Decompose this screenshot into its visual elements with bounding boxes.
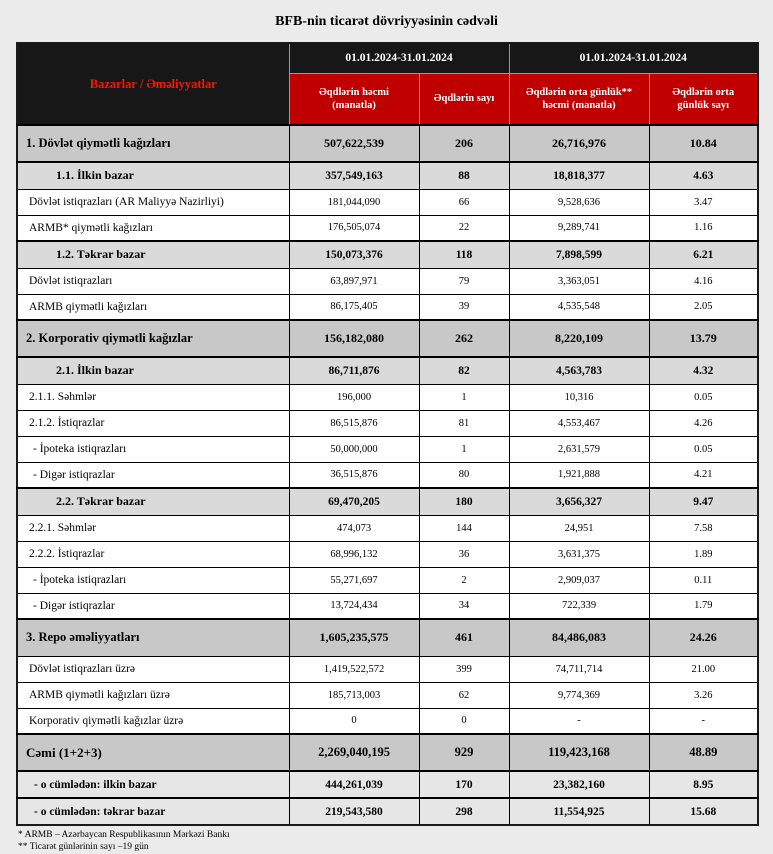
table-row xyxy=(17,515,758,541)
cell-avg-volume: 7,898,599 xyxy=(509,241,649,268)
row-label: 2.1.2. İstiqrazlar xyxy=(17,410,289,436)
period-header-2: 01.01.2024-31.01.2024 xyxy=(509,43,758,73)
cell-volume: 156,182,080 xyxy=(289,320,419,357)
page-title: BFB-nin ticarət dövriyyəsinin cədvəli xyxy=(275,14,498,29)
cell-avg-volume: 3,631,375 xyxy=(509,541,649,567)
row-label: ARMB* qiymətli kağızları xyxy=(17,215,289,241)
table-row-subtotal xyxy=(17,771,758,798)
cell-avg-count: 1.16 xyxy=(649,215,758,241)
row-label: 3. Repo əməliyyatları xyxy=(17,619,289,656)
cell-avg-count: 1.79 xyxy=(649,593,758,619)
column-header-avg-count: Əqdlərin orta günlük sayı xyxy=(649,73,758,125)
table-row xyxy=(17,593,758,619)
table-row-subsection xyxy=(17,357,758,384)
table-row xyxy=(17,436,758,462)
cell-avg-count: 3.47 xyxy=(649,189,758,215)
table-row xyxy=(17,294,758,320)
cell-avg-volume: 10,316 xyxy=(509,384,649,410)
table-row xyxy=(17,462,758,488)
cell-count: 82 xyxy=(419,357,509,384)
table-row xyxy=(17,682,758,708)
corner-header: Bazarlar / Əməliyyatlar xyxy=(17,43,289,125)
cell-avg-volume: 9,774,369 xyxy=(509,682,649,708)
cell-avg-count: 6.21 xyxy=(649,241,758,268)
cell-avg-volume: 74,711,714 xyxy=(509,656,649,682)
row-label: - o cümlədən: təkrar bazar xyxy=(17,798,289,825)
cell-volume: 181,044,090 xyxy=(289,189,419,215)
cell-avg-volume: 1,921,888 xyxy=(509,462,649,488)
cell-avg-volume: 84,486,083 xyxy=(509,619,649,656)
row-label: 2.1. İlkin bazar xyxy=(17,357,289,384)
cell-avg-volume: 3,656,327 xyxy=(509,488,649,515)
cell-avg-volume: 2,631,579 xyxy=(509,436,649,462)
cell-avg-count: 48.89 xyxy=(649,734,758,771)
cell-avg-volume: - xyxy=(509,708,649,734)
cell-avg-count: 0.05 xyxy=(649,436,758,462)
table-row xyxy=(17,268,758,294)
table-row-subsection xyxy=(17,162,758,189)
row-label: Korporativ qiymətli kağızlar üzrə xyxy=(17,708,289,734)
cell-count: 1 xyxy=(419,436,509,462)
row-label: 1.1. İlkin bazar xyxy=(17,162,289,189)
cell-count: 399 xyxy=(419,656,509,682)
table-row xyxy=(17,708,758,734)
cell-volume: 50,000,000 xyxy=(289,436,419,462)
cell-count: 0 xyxy=(419,708,509,734)
cell-volume: 0 xyxy=(289,708,419,734)
table-row xyxy=(17,215,758,241)
cell-avg-volume: 4,563,783 xyxy=(509,357,649,384)
cell-avg-count: 21.00 xyxy=(649,656,758,682)
row-label: - Digər istiqrazlar xyxy=(17,462,289,488)
cell-volume: 69,470,205 xyxy=(289,488,419,515)
cell-volume: 357,549,163 xyxy=(289,162,419,189)
cell-avg-volume: 9,528,636 xyxy=(509,189,649,215)
row-label: ARMB qiymətli kağızları üzrə xyxy=(17,682,289,708)
cell-avg-count: 0.05 xyxy=(649,384,758,410)
cell-volume: 13,724,434 xyxy=(289,593,419,619)
cell-avg-volume: 8,220,109 xyxy=(509,320,649,357)
cell-count: 34 xyxy=(419,593,509,619)
row-label: ARMB qiymətli kağızları xyxy=(17,294,289,320)
cell-avg-volume: 18,818,377 xyxy=(509,162,649,189)
table-row xyxy=(17,189,758,215)
cell-count: 461 xyxy=(419,619,509,656)
cell-avg-volume: 3,363,051 xyxy=(509,268,649,294)
cell-volume: 36,515,876 xyxy=(289,462,419,488)
row-label: 2.2. Təkrar bazar xyxy=(17,488,289,515)
cell-avg-count: 4.16 xyxy=(649,268,758,294)
column-header-avg-volume: Əqdlərin orta günlük** həcmi (manatla) xyxy=(509,73,649,125)
column-header-count: Əqdlərin sayı xyxy=(419,73,509,125)
cell-count: 22 xyxy=(419,215,509,241)
cell-avg-count: 1.89 xyxy=(649,541,758,567)
row-label: 2.1.1. Səhmlər xyxy=(17,384,289,410)
row-label: Dövlət istiqrazları üzrə xyxy=(17,656,289,682)
cell-volume: 86,711,876 xyxy=(289,357,419,384)
table-row xyxy=(17,410,758,436)
cell-avg-count: 4.63 xyxy=(649,162,758,189)
table-row-section xyxy=(17,125,758,162)
table-row xyxy=(17,656,758,682)
cell-volume: 1,419,522,572 xyxy=(289,656,419,682)
cell-count: 39 xyxy=(419,294,509,320)
cell-volume: 219,543,580 xyxy=(289,798,419,825)
cell-avg-volume: 722,339 xyxy=(509,593,649,619)
cell-avg-count: 4.21 xyxy=(649,462,758,488)
cell-count: 80 xyxy=(419,462,509,488)
cell-avg-volume: 11,554,925 xyxy=(509,798,649,825)
cell-avg-count: 7.58 xyxy=(649,515,758,541)
row-label: 1.2. Təkrar bazar xyxy=(17,241,289,268)
cell-avg-count: 2.05 xyxy=(649,294,758,320)
cell-count: 1 xyxy=(419,384,509,410)
cell-count: 929 xyxy=(419,734,509,771)
cell-volume: 2,269,040,195 xyxy=(289,734,419,771)
cell-avg-count: 4.26 xyxy=(649,410,758,436)
cell-count: 79 xyxy=(419,268,509,294)
table-row xyxy=(17,384,758,410)
cell-volume: 1,605,235,575 xyxy=(289,619,419,656)
row-label: - Digər istiqrazlar xyxy=(17,593,289,619)
cell-count: 144 xyxy=(419,515,509,541)
cell-avg-count: 0.11 xyxy=(649,567,758,593)
table-row-section xyxy=(17,320,758,357)
cell-count: 262 xyxy=(419,320,509,357)
cell-avg-volume: 119,423,168 xyxy=(509,734,649,771)
footnotes xyxy=(16,826,757,854)
cell-count: 118 xyxy=(419,241,509,268)
table-row xyxy=(17,567,758,593)
row-label: - o cümlədən: ilkin bazar xyxy=(17,771,289,798)
row-label: Dövlət istiqrazları (AR Maliyyə Nazirliyi) xyxy=(17,189,289,215)
row-label: 2.2.2. İstiqrazlar xyxy=(17,541,289,567)
cell-count: 88 xyxy=(419,162,509,189)
turnover-table xyxy=(16,42,759,826)
cell-avg-count: 13.79 xyxy=(649,320,758,357)
cell-count: 180 xyxy=(419,488,509,515)
cell-volume: 86,515,876 xyxy=(289,410,419,436)
cell-count: 298 xyxy=(419,798,509,825)
cell-volume: 185,713,003 xyxy=(289,682,419,708)
cell-count: 81 xyxy=(419,410,509,436)
cell-avg-count: 15.68 xyxy=(649,798,758,825)
cell-avg-volume: 9,289,741 xyxy=(509,215,649,241)
cell-avg-volume: 24,951 xyxy=(509,515,649,541)
cell-volume: 474,073 xyxy=(289,515,419,541)
table-row-subtotal xyxy=(17,798,758,825)
cell-avg-count: 24.26 xyxy=(649,619,758,656)
cell-volume: 150,073,376 xyxy=(289,241,419,268)
cell-count: 170 xyxy=(419,771,509,798)
cell-volume: 444,261,039 xyxy=(289,771,419,798)
row-label: 2.2.1. Səhmlər xyxy=(17,515,289,541)
cell-avg-count: 4.32 xyxy=(649,357,758,384)
cell-avg-count: - xyxy=(649,708,758,734)
row-label: Cəmi (1+2+3) xyxy=(17,734,289,771)
cell-avg-volume: 4,535,548 xyxy=(509,294,649,320)
table-row-subsection xyxy=(17,241,758,268)
cell-avg-count: 8.95 xyxy=(649,771,758,798)
cell-count: 62 xyxy=(419,682,509,708)
cell-volume: 68,996,132 xyxy=(289,541,419,567)
row-label: - İpoteka istiqrazları xyxy=(17,436,289,462)
cell-volume: 63,897,971 xyxy=(289,268,419,294)
cell-avg-volume: 26,716,976 xyxy=(509,125,649,162)
cell-count: 2 xyxy=(419,567,509,593)
row-label: Dövlət istiqrazları xyxy=(17,268,289,294)
cell-volume: 176,505,074 xyxy=(289,215,419,241)
cell-volume: 86,175,405 xyxy=(289,294,419,320)
table-header xyxy=(17,43,758,125)
cell-count: 36 xyxy=(419,541,509,567)
cell-count: 66 xyxy=(419,189,509,215)
table-row-section xyxy=(17,619,758,656)
table-row-subsection xyxy=(17,488,758,515)
table-row xyxy=(17,541,758,567)
cell-volume: 55,271,697 xyxy=(289,567,419,593)
cell-avg-volume: 2,909,037 xyxy=(509,567,649,593)
footnote-trading-days: ** Ticarət günlərinin sayı –19 gün xyxy=(18,842,149,853)
cell-avg-count: 10.84 xyxy=(649,125,758,162)
footnote-armb: * ARMB – Azərbaycan Respublikasının Mərkəzi Bankı xyxy=(18,830,230,840)
row-label: 1. Dövlət qiymətli kağızları xyxy=(17,125,289,162)
table-row-total xyxy=(17,734,758,771)
period-header-1: 01.01.2024-31.01.2024 xyxy=(289,43,509,73)
cell-avg-count: 9.47 xyxy=(649,488,758,515)
cell-avg-volume: 23,382,160 xyxy=(509,771,649,798)
row-label: 2. Korporativ qiymətli kağızlar xyxy=(17,320,289,357)
cell-count: 206 xyxy=(419,125,509,162)
row-label: - İpoteka istiqrazları xyxy=(17,567,289,593)
cell-volume: 507,622,539 xyxy=(289,125,419,162)
cell-avg-volume: 4,553,467 xyxy=(509,410,649,436)
cell-volume: 196,000 xyxy=(289,384,419,410)
table-body xyxy=(17,125,758,825)
cell-avg-count: 3.26 xyxy=(649,682,758,708)
column-header-volume: Əqdlərin həcmi (manatla) xyxy=(289,73,419,125)
